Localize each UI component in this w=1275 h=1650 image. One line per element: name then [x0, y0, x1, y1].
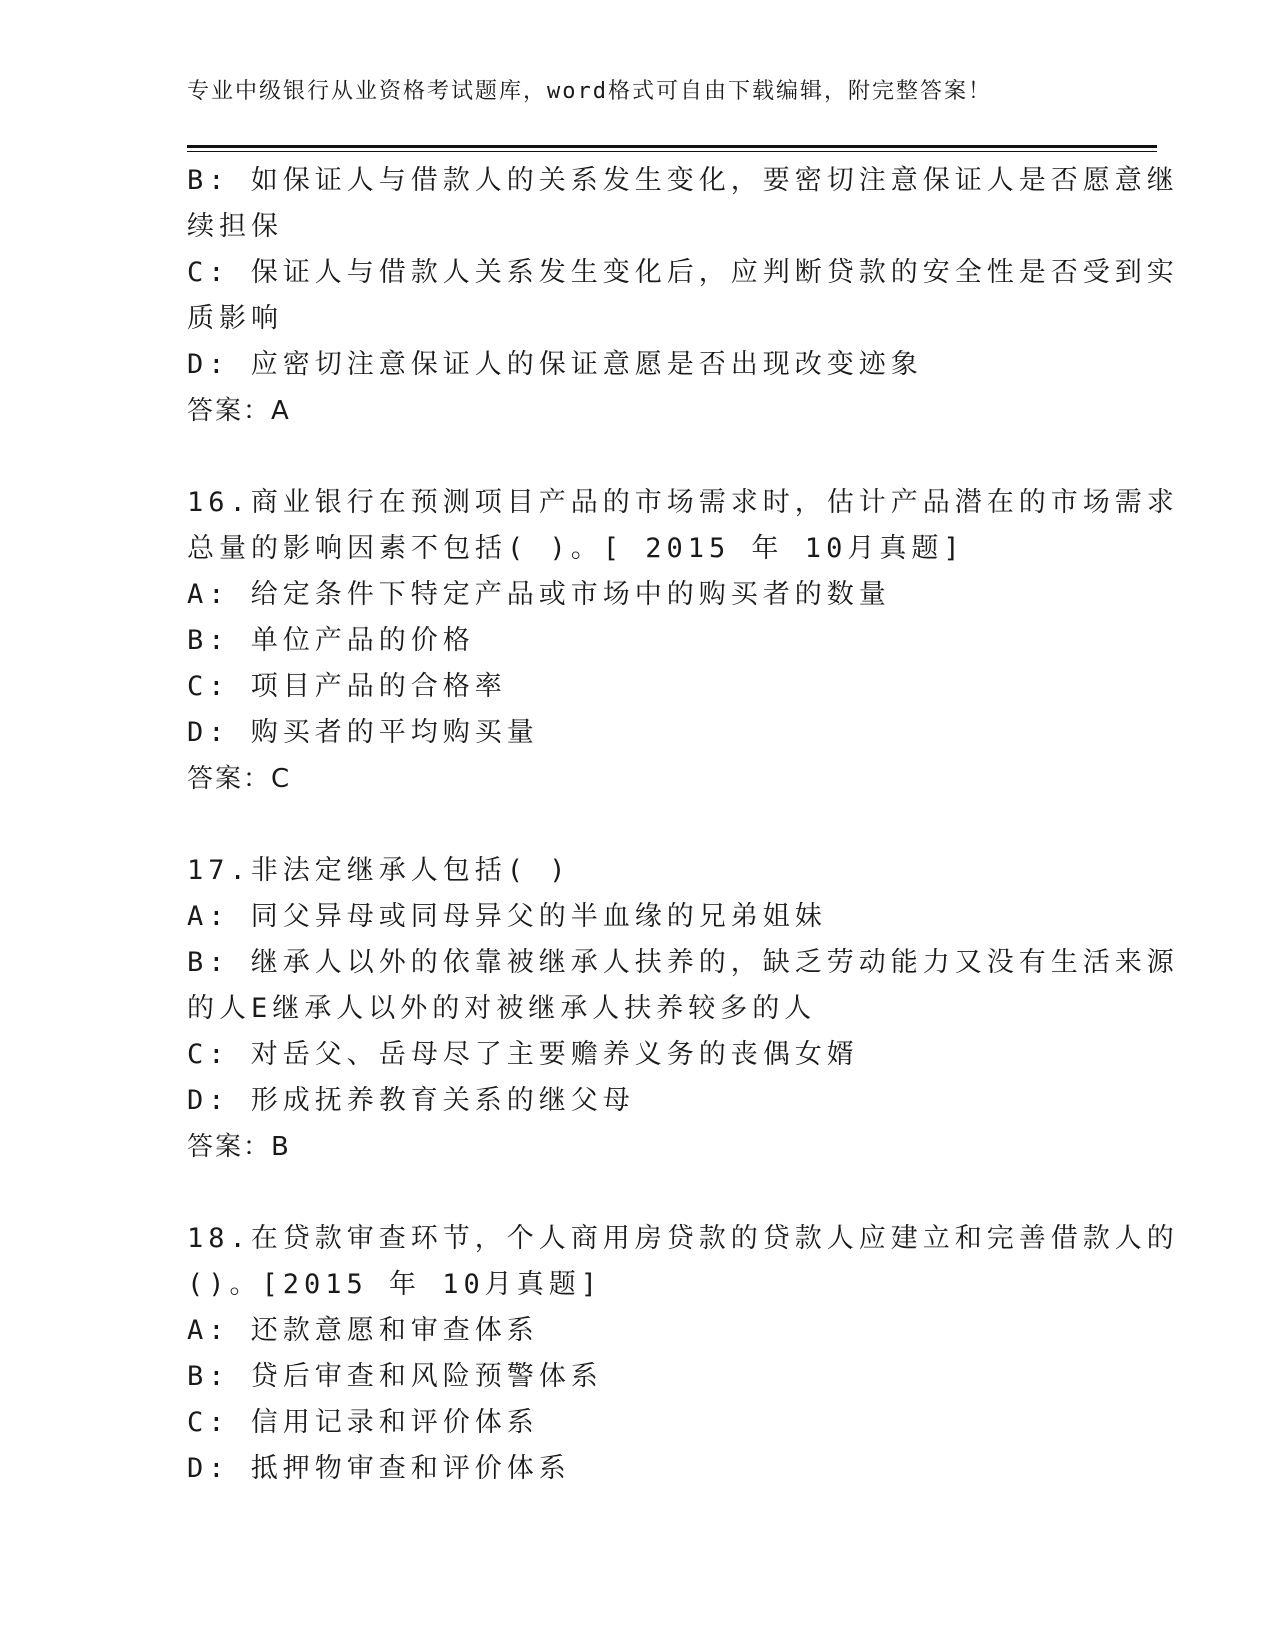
option-c: C: 对岳父、岳母尽了主要赡养义务的丧偶女婿 [187, 1039, 859, 1070]
spacer [187, 802, 1107, 848]
header-rule-thin [187, 151, 1157, 152]
question-list [187, 158, 1179, 1492]
option-d: D: 抵押物审查和评价体系 [187, 1453, 571, 1484]
answer: 答案：C [187, 764, 292, 794]
question-15 [187, 158, 1179, 434]
option-c-line-1: C: 保证人与借款人关系发生变化后，应判断贷款的安全性是否受到实 [187, 257, 1179, 288]
option-b-line-2: 的人E继承人以外的对被继承人扶养较多的人 [187, 993, 817, 1024]
option-d: D: 购买者的平均购买量 [187, 717, 539, 748]
spacer [187, 434, 1107, 480]
option-c-line-2: 质影响 [187, 303, 283, 334]
question-16 [187, 480, 1179, 802]
question-stem-line-2: ()。[2015 年 10月真题] [187, 1269, 603, 1300]
option-b-line-1: B: 继承人以外的依靠被继承人扶养的，缺乏劳动能力又没有生活来源 [187, 947, 1179, 978]
option-c: C: 项目产品的合格率 [187, 671, 507, 702]
option-a: A: 给定条件下特定产品或市场中的购买者的数量 [187, 579, 891, 610]
question-17 [187, 848, 1179, 1170]
option-b: B: 单位产品的价格 [187, 625, 475, 656]
option-a: A: 同父异母或同母异父的半血缘的兄弟姐妹 [187, 901, 827, 932]
spacer [187, 1170, 1107, 1216]
header-rule-thick [187, 145, 1157, 148]
option-b-line-2: 续担保 [187, 211, 283, 242]
option-c: C: 信用记录和评价体系 [187, 1407, 539, 1438]
option-d: D: 形成抚养教育关系的继父母 [187, 1085, 635, 1116]
page-header: 专业中级银行从业资格考试题库，word格式可自由下载编辑，附完整答案！ [187, 79, 992, 104]
option-d: D: 应密切注意保证人的保证意愿是否出现改变迹象 [187, 349, 923, 380]
option-b: B: 贷后审查和风险预警体系 [187, 1361, 603, 1392]
question-stem-line-1: 18.在贷款审查环节，个人商用房贷款的贷款人应建立和完善借款人的 [187, 1223, 1179, 1254]
question-18 [187, 1216, 1179, 1492]
answer: 答案：B [187, 1132, 291, 1162]
question-stem-line-2: 总量的影响因素不包括( )。[ 2015 年 10月真题] [187, 533, 965, 564]
answer: 答案：A [187, 396, 291, 426]
question-stem-line-1: 16.商业银行在预测项目产品的市场需求时，估计产品潜在的市场需求 [187, 487, 1179, 518]
option-b-line-1: B: 如保证人与借款人的关系发生变化，要密切注意保证人是否愿意继 [187, 165, 1179, 196]
question-stem: 17.非法定继承人包括( ) [187, 855, 571, 886]
option-a: A: 还款意愿和审查体系 [187, 1315, 539, 1346]
